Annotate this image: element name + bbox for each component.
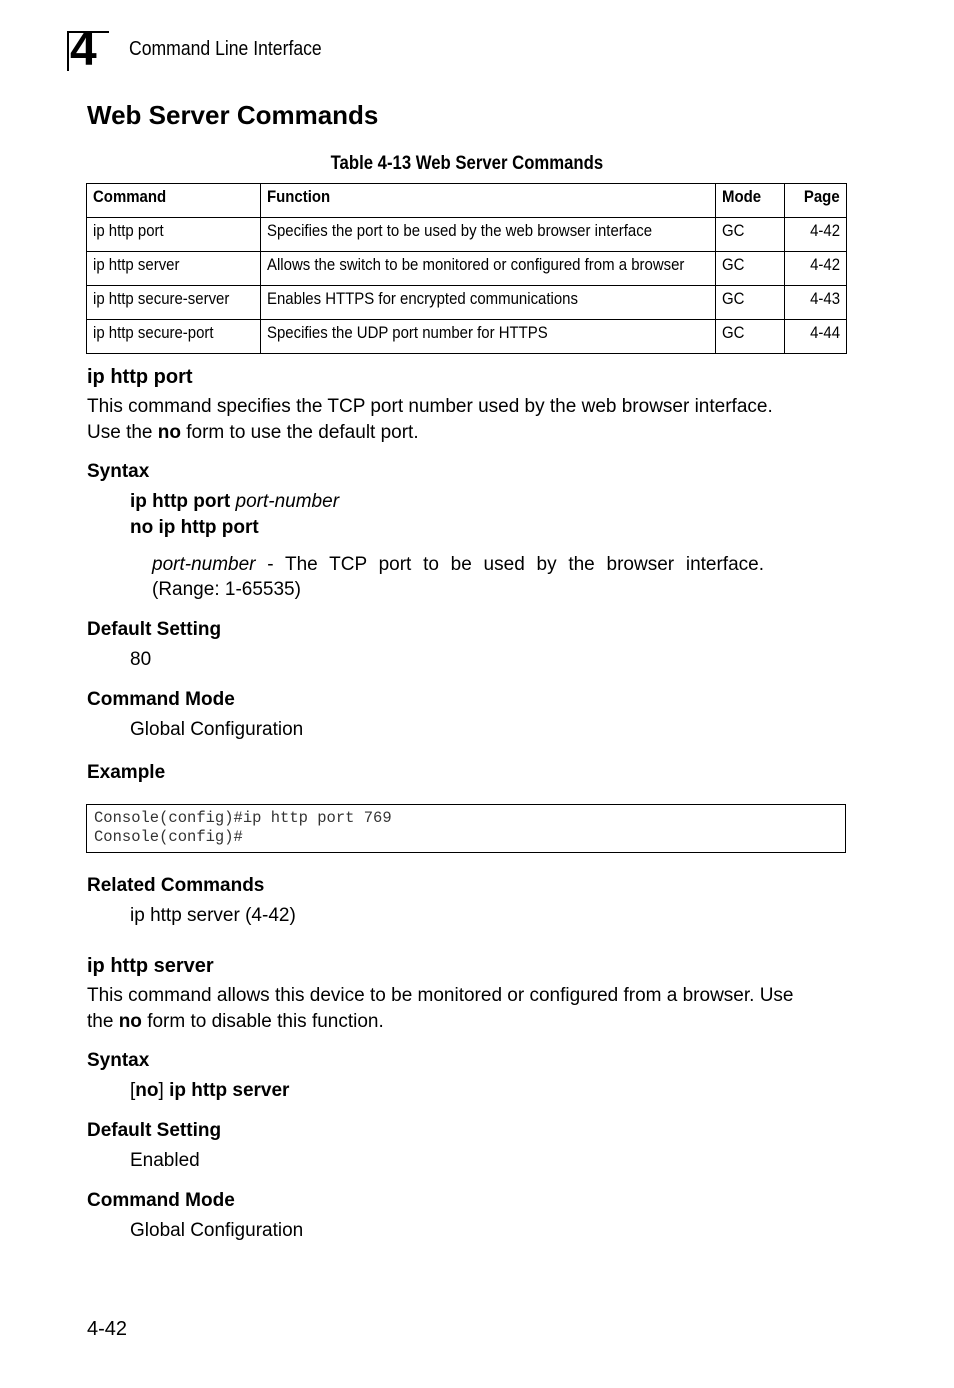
section-title-ip-http-port: ip http port [87, 366, 193, 388]
table-cell: ip http port [87, 218, 261, 252]
column-header: Function [261, 184, 716, 218]
table-cell: 4-42 [785, 218, 847, 252]
table-cell: Enables HTTPS for encrypted communications [261, 286, 716, 320]
table-cell: GC [716, 218, 785, 252]
table-cell: Specifies the port to be used by the web browser interface [261, 218, 716, 252]
table-cell: Allows the switch to be monitored or configured from a browser [261, 252, 716, 286]
table-cell: GC [716, 286, 785, 320]
syntax-heading: Syntax [87, 1050, 150, 1071]
column-header: Mode [716, 184, 785, 218]
page-number: 4-42 [87, 1318, 128, 1340]
column-header: Command [87, 184, 261, 218]
syntax-block: [no] ip http server [130, 1080, 290, 1101]
default-setting-heading: Default Setting [87, 1120, 222, 1141]
table-cell: Specifies the UDP port number for HTTPS [261, 320, 716, 354]
table-cell: 4-42 [785, 252, 847, 286]
table-row [87, 320, 847, 354]
related-commands-value: ip http server (4-42) [130, 905, 296, 926]
code-line: Console(config)#ip http port 769 [94, 809, 392, 827]
section-description: This command specifies the TCP port number used by the web browser interface. Use the no form to use the default port. [87, 396, 773, 443]
table-row [87, 252, 847, 286]
section-title-ip-http-server: ip http server [87, 955, 214, 977]
table-cell: GC [716, 320, 785, 354]
chapter-number: 4 [70, 23, 97, 76]
parameter-description: port-number - The TCP port to be used by the browser interface. (Range: 1-65535) [152, 554, 764, 600]
related-commands-heading: Related Commands [87, 875, 265, 896]
table-row [87, 218, 847, 252]
code-line: Console(config)# [94, 828, 243, 846]
syntax-block: ip http port port-number no ip http port [130, 491, 340, 538]
table-cell: 4-44 [785, 320, 847, 354]
commands-table [86, 183, 847, 354]
table-row [87, 286, 847, 320]
default-setting-heading: Default Setting [87, 619, 222, 640]
example-heading: Example [87, 762, 166, 783]
command-mode-heading: Command Mode [87, 689, 235, 710]
command-mode-value: Global Configuration [130, 1220, 304, 1241]
example-code-block [86, 804, 846, 853]
table-cell: ip http server [87, 252, 261, 286]
column-header: Page [785, 184, 847, 218]
table-cell: 4-43 [785, 286, 847, 320]
table-cell: ip http secure-server [87, 286, 261, 320]
running-header: Command Line Interface [129, 38, 322, 60]
default-setting-value: 80 [130, 649, 152, 670]
page-title: Web Server Commands [87, 100, 379, 130]
table-cell: ip http secure-port [87, 320, 261, 354]
section-description: This command allows this device to be monitored or configured from a browser. Use the no form to disable this function. [87, 985, 794, 1032]
command-mode-value: Global Configuration [130, 719, 304, 740]
table-header-row [87, 184, 847, 218]
table-caption: Table 4-13 Web Server Commands [330, 153, 603, 174]
command-mode-heading: Command Mode [87, 1190, 235, 1211]
table-cell: GC [716, 252, 785, 286]
syntax-heading: Syntax [87, 461, 150, 482]
default-setting-value: Enabled [130, 1150, 200, 1171]
